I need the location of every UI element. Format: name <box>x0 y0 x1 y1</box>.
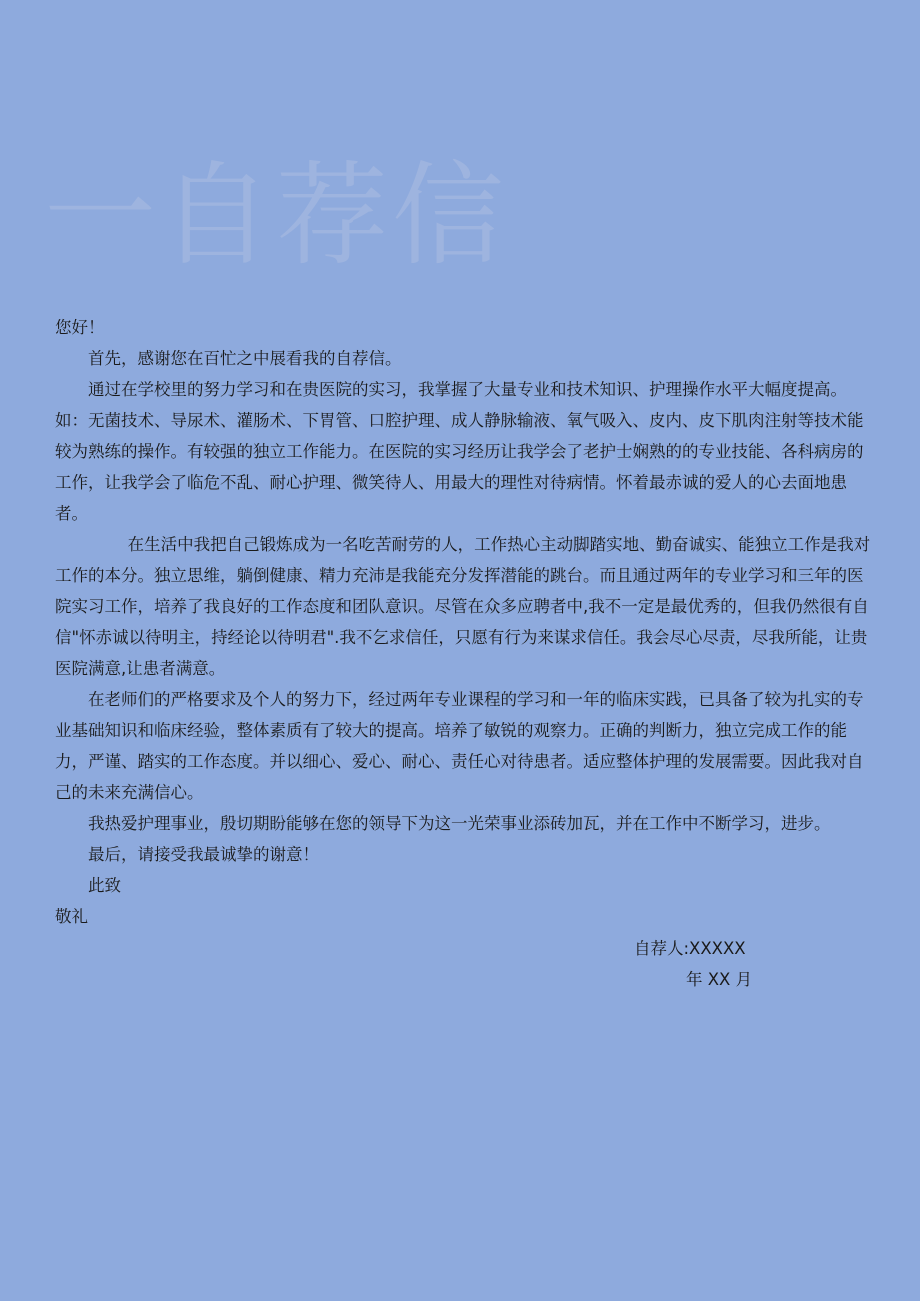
paragraph-opening: 首先，感谢您在百忙之中展看我的自荐信。 <box>88 349 402 368</box>
watermark-title: 一自荐信 <box>44 151 508 281</box>
signature-block <box>634 933 752 995</box>
paragraph-education: 在老师们的严格要求及个人的努力下，经过两年专业课程的学习和一年的临床实践，已具备了较为扎实的专业基础知识和临床经验，整体素质有了较大的提高。培养了敏锐的观察力。正确的判断力，独立完成工作的能力，严谨、踏实的工作态度。并以细心、爱心、耐心、责任心对待患者。适应整体护理的发展需要。因此我对自己的未来充满信心。 <box>55 690 864 802</box>
signature-name: 自荐人:XXXXX <box>634 939 746 958</box>
closing-regards: 敬礼 <box>55 907 88 926</box>
letter-body <box>55 312 875 932</box>
paragraph-thanks: 最后，请接受我最诚挚的谢意！ <box>88 845 319 864</box>
greeting: 您好！ <box>55 318 105 337</box>
paragraph-skills: 通过在学校里的努力学习和在贵医院的实习，我掌握了大量专业和技术知识、护理操作水平大幅度提高。如：无菌技术、导尿术、灌肠术、下胃管、口腔护理、成人静脉输液、氧气吸入、皮内、皮下肌肉注射等技术能较为熟练的操作。有较强的独立工作能力。在医院的实习经历让我学会了老护士娴熟的的专业技能、各科病房的工作，让我学会了临危不乱、耐心护理、微笑待人、用最大的理性对待病情。怀着最赤诚的爱人的心去面地患者。 <box>55 380 864 523</box>
signature-date: 年 XX 月 <box>686 970 753 989</box>
paragraph-aspiration: 我热爱护理事业，殷切期盼能够在您的领导下为这一光荣事业添砖加瓦，并在工作中不断学习，进步。 <box>88 814 831 833</box>
paragraph-character: 在生活中我把自己锻炼成为一名吃苦耐劳的人，工作热心主动脚踏实地、勤奋诚实、能独立工作是我对工作的本分。独立思维，躺倒健康、精力充沛是我能充分发挥潜能的跳台。而且通过两年的专业学习和三年的医院实习工作，培养了我良好的工作态度和团队意识。尽管在众多应聘者中,我不一定是最优秀的，但我仍然很有自信"怀赤诚以待明主，持经论以待明君".我不乞求信任，只愿有行为来谋求信任。我会尽心尽责，尽我所能，让贵医院满意,让患者满意。 <box>55 535 871 678</box>
closing-salutation: 此致 <box>88 876 121 895</box>
